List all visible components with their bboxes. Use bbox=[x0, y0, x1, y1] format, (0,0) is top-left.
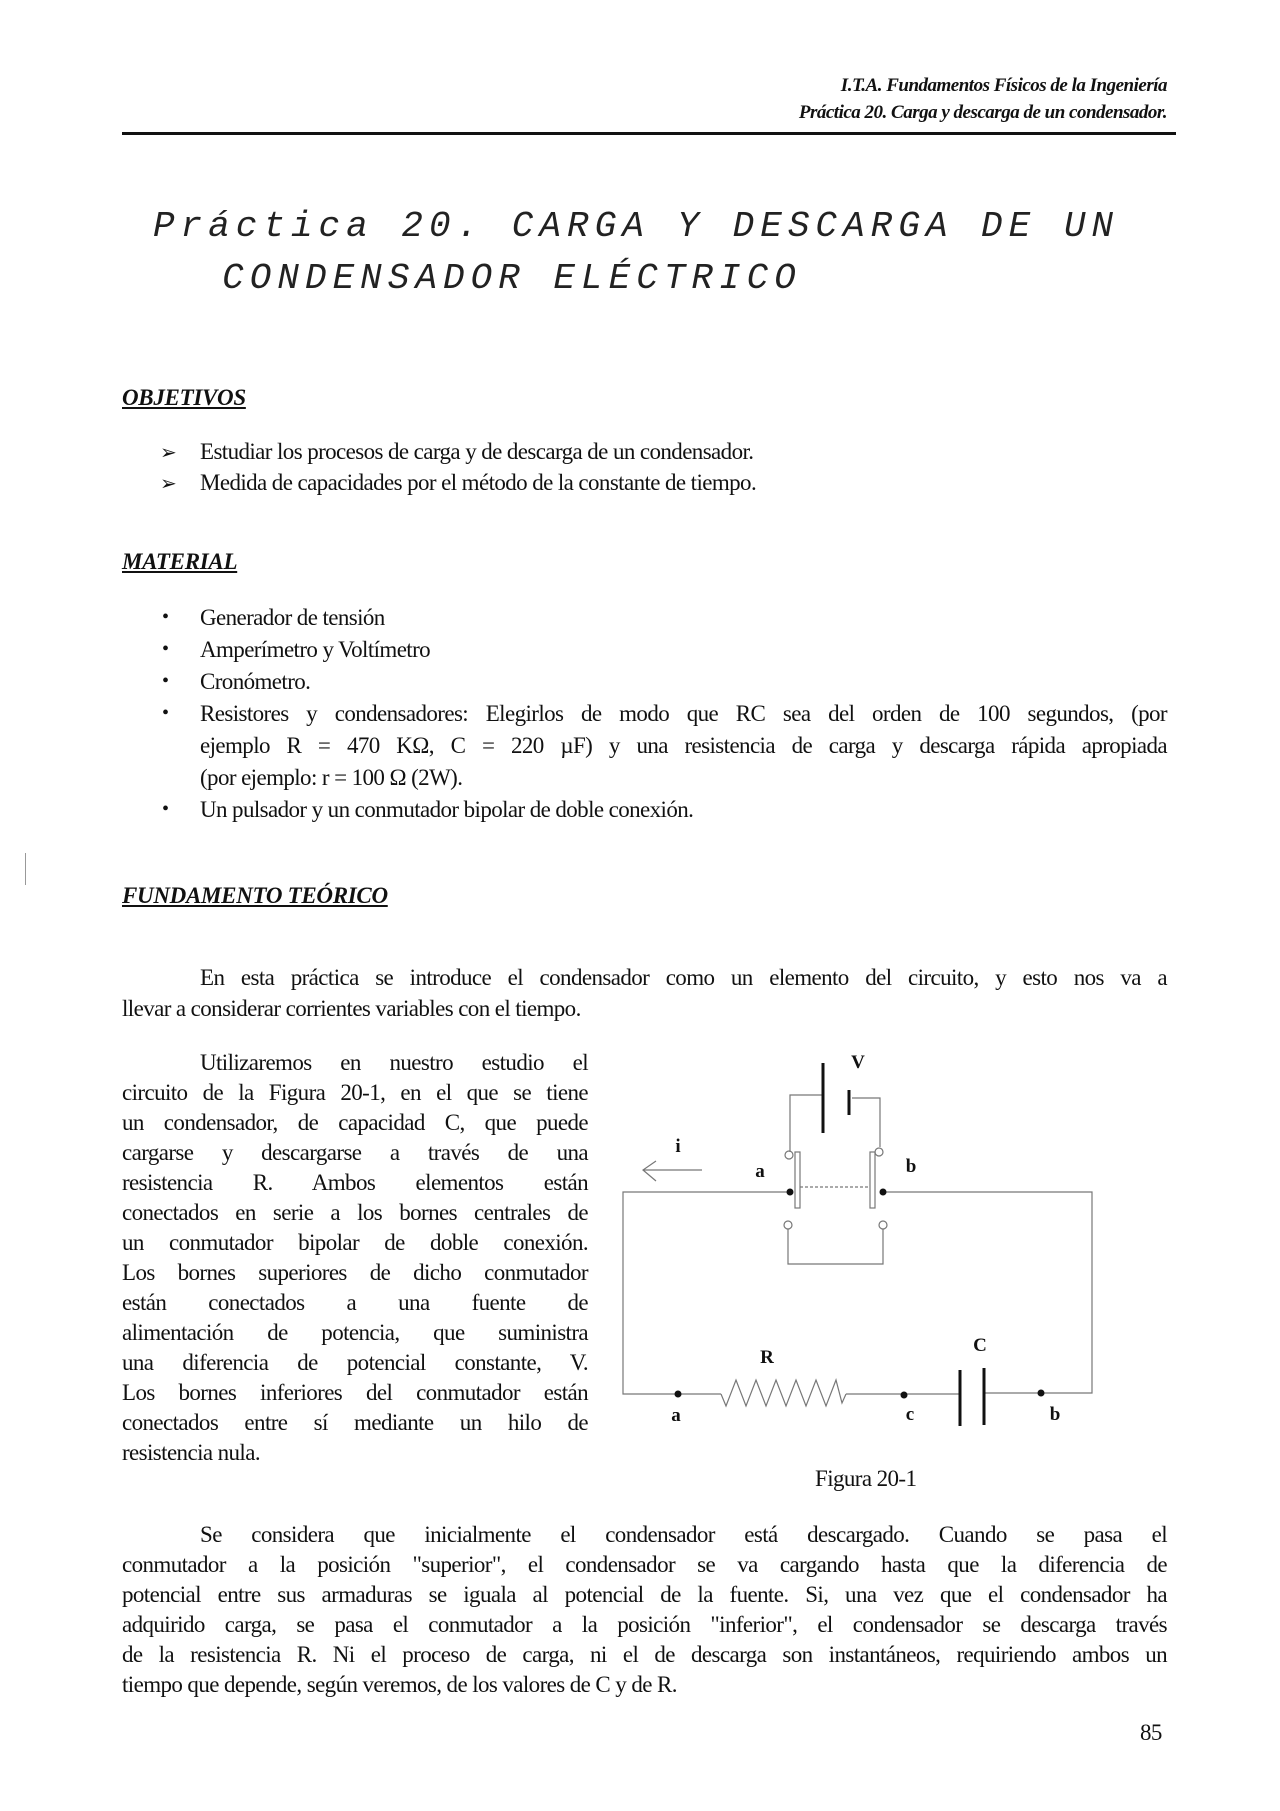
label-b: b bbox=[1049, 1404, 1061, 1425]
node-dot bbox=[787, 1189, 794, 1196]
list-item-continued: (por ejemplo: r = 100 Ω (2W). bbox=[200, 765, 463, 790]
bullet-icon: • bbox=[162, 638, 170, 660]
current-arrowhead bbox=[643, 1161, 656, 1181]
bullet-icon: • bbox=[162, 670, 170, 692]
running-header-practice: Práctica 20. Carga y descarga de un condensador. bbox=[798, 102, 1167, 123]
label-a-top: a bbox=[755, 1161, 765, 1182]
resistor-icon bbox=[721, 1380, 846, 1406]
bullet-icon: • bbox=[162, 702, 170, 724]
section-heading-fundamento: FUNDAMENTO TEÓRICO bbox=[122, 883, 388, 908]
terminal-top-left bbox=[785, 1151, 793, 1159]
terminal-top-right bbox=[875, 1148, 883, 1156]
list-item: Medida de capacidades por el método de la constante de tiempo. bbox=[200, 470, 757, 495]
wire bbox=[790, 1095, 823, 1152]
node-dot bbox=[675, 1391, 682, 1398]
paragraph-line: potencial entre sus armaduras se iguala al potencial de la fuente. Si, una vez que el condensador ha bbox=[122, 1582, 1167, 1607]
label-C: C bbox=[973, 1335, 987, 1356]
terminal-bottom-left bbox=[784, 1221, 792, 1229]
paragraph-line: conectados en serie a los bornes centrales de bbox=[122, 1200, 588, 1225]
paragraph-line: un conmutador bipolar de doble conexión. bbox=[122, 1230, 588, 1255]
node-dot bbox=[1038, 1390, 1045, 1397]
label-a: a bbox=[671, 1405, 681, 1426]
page-title-line2: CONDENSADOR ELÉCTRICO bbox=[222, 258, 802, 299]
paragraph-line: alimentación de potencia, que suministra bbox=[122, 1320, 588, 1345]
paragraph-line: Se considera que inicialmente el condensador está descargado. Cuando se pasa el bbox=[200, 1522, 1167, 1547]
list-item: Un pulsador y un conmutador bipolar de doble conexión. bbox=[200, 797, 694, 822]
node-dot bbox=[880, 1189, 887, 1196]
wire bbox=[852, 1098, 880, 1147]
paragraph-line: En esta práctica se introduce el condensador como un elemento del circuito, y esto nos va a bbox=[200, 965, 1167, 990]
list-item-continued: ejemplo R = 470 KΩ, C = 220 µF) y una resistencia de carga y descarga rápida apropiada bbox=[200, 733, 1167, 758]
paragraph-line: están conectados a una fuente de bbox=[122, 1290, 588, 1315]
label-c: c bbox=[905, 1404, 915, 1425]
running-header-course: I.T.A. Fundamentos Físicos de la Ingeniería bbox=[840, 75, 1167, 96]
paragraph-line: conmutador a la posición "superior", el condensador se va cargando hasta que la diferencia de bbox=[122, 1552, 1167, 1577]
bullet-icon: • bbox=[162, 606, 170, 628]
paragraph-line: un condensador, de capacidad C, que puede bbox=[122, 1110, 588, 1135]
wire bbox=[883, 1192, 1092, 1393]
paragraph-line: Los bornes superiores de dicho conmutador bbox=[122, 1260, 588, 1285]
paragraph-line: llevar a considerar corrientes variables con el tiempo. bbox=[122, 996, 581, 1021]
node-dot bbox=[901, 1392, 908, 1399]
label-V: V bbox=[851, 1052, 865, 1073]
paragraph-line: adquirido carga, se pasa el conmutador a la posición "inferior", el condensador se descarga través bbox=[122, 1612, 1167, 1637]
list-item: Generador de tensión bbox=[200, 605, 385, 630]
list-item: Cronómetro. bbox=[200, 669, 311, 694]
header-rule bbox=[122, 132, 1176, 135]
page-title-line1: Práctica 20. CARGA Y DESCARGA DE UN bbox=[152, 206, 1120, 247]
paragraph-line: de la resistencia R. Ni el proceso de carga, ni el de descarga son instantáneos, requiriendo ambos un bbox=[122, 1642, 1167, 1667]
paragraph-line: resistencia R. Ambos elementos están bbox=[122, 1170, 588, 1195]
paragraph-line: conectados entre sí mediante un hilo de bbox=[122, 1410, 588, 1435]
list-item: Resistores y condensadores: Elegirlos de modo que RC sea del orden de 100 segundos, (por bbox=[200, 701, 1167, 726]
paragraph-line: una diferencia de potencial constante, V. bbox=[122, 1350, 588, 1375]
paragraph-line: resistencia nula. bbox=[122, 1440, 260, 1465]
margin-mark bbox=[25, 853, 26, 885]
terminal-bottom-right bbox=[879, 1221, 887, 1229]
page-number: 85 bbox=[1140, 1720, 1162, 1745]
switch-blade-left bbox=[795, 1152, 800, 1208]
label-b-top: b bbox=[905, 1156, 917, 1177]
section-heading-material: MATERIAL bbox=[122, 549, 238, 574]
paragraph-line: cargarse y descargarse a través de una bbox=[122, 1140, 588, 1165]
paragraph-line: Los bornes inferiores del conmutador están bbox=[122, 1380, 588, 1405]
figure-caption: Figura 20-1 bbox=[815, 1466, 917, 1491]
label-R: R bbox=[760, 1347, 774, 1368]
section-heading-objetivos: OBJETIVOS bbox=[122, 385, 246, 410]
paragraph-line: circuito de la Figura 20-1, en el que se tiene bbox=[122, 1080, 588, 1105]
arrowhead-bullet-icon: ➢ bbox=[160, 473, 177, 495]
paragraph-line: tiempo que depende, según veremos, de los valores de C y de R. bbox=[122, 1672, 677, 1697]
list-item: Amperímetro y Voltímetro bbox=[200, 637, 431, 662]
paragraph-line: Utilizaremos en nuestro estudio el bbox=[200, 1050, 588, 1075]
arrowhead-bullet-icon: ➢ bbox=[160, 442, 177, 464]
bullet-icon: • bbox=[162, 798, 170, 820]
switch-blade-right bbox=[870, 1152, 875, 1208]
label-i: i bbox=[675, 1136, 681, 1157]
wire bbox=[788, 1229, 883, 1264]
list-item: Estudiar los procesos de carga y de descarga de un condensador. bbox=[200, 439, 754, 464]
circuit-diagram bbox=[620, 1040, 1120, 1460]
